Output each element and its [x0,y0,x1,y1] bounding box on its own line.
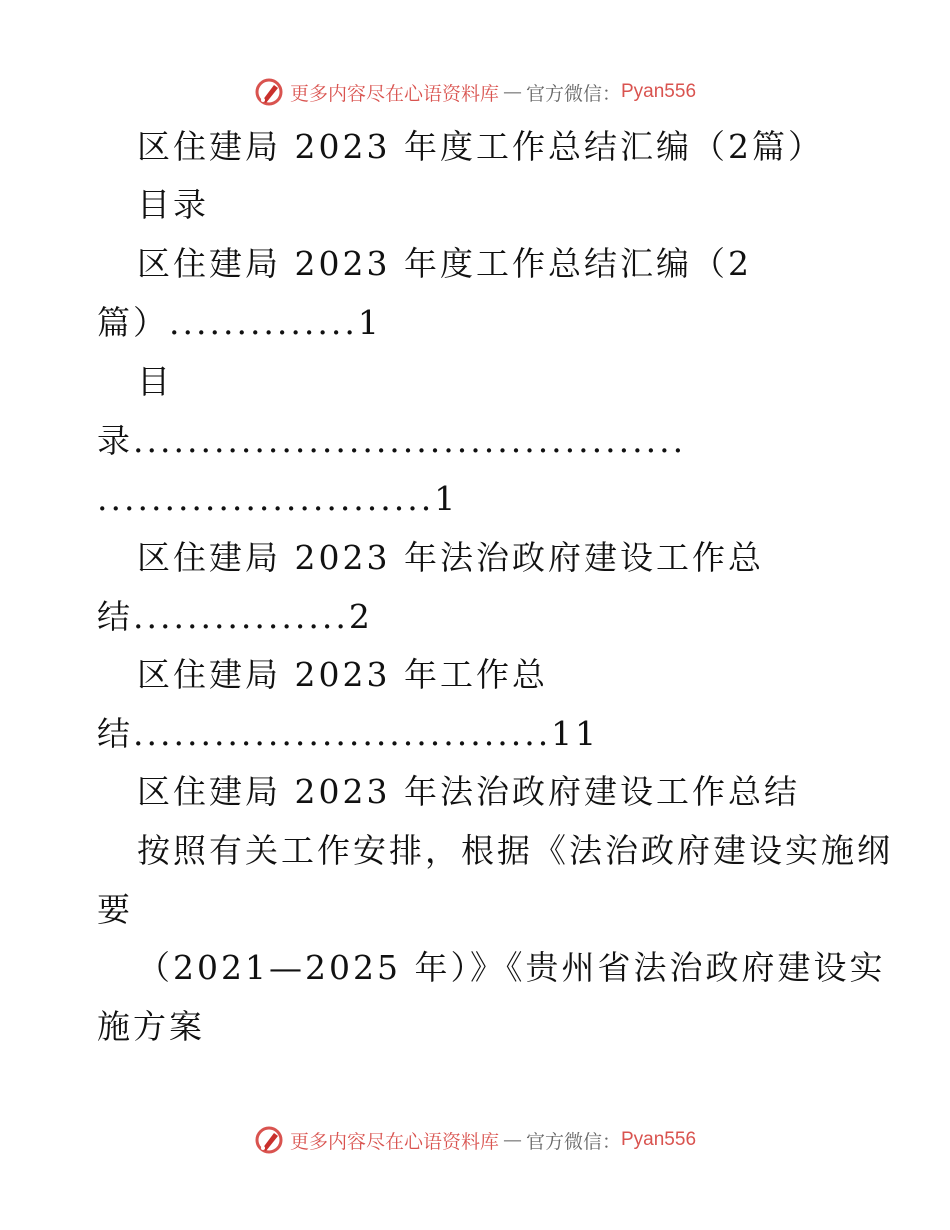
toc-entry-line: 区住建局 2023 年法治政府建设工作总 [137,538,764,577]
toc-entry-line: 录......................................... [97,421,687,460]
banner-separator: — [502,1129,522,1151]
toc-heading: 目录 [137,185,209,224]
body-paragraph-line: 施方案 [97,1007,205,1046]
banner-separator: — [502,81,522,103]
toc-entry-line: 结...............................11 [97,714,600,753]
toc-entry-line: 结................2 [97,597,373,636]
toc-entry-line: .........................1 [97,479,459,518]
pen-logo-icon [254,77,284,107]
toc-entry-line: 区住建局 2023 年工作总 [137,655,548,694]
body-paragraph-line: 按照有关工作安排，根据《法治政府建设实施纲 [137,831,893,870]
section-heading: 区住建局 2023 年法治政府建设工作总结 [137,772,800,811]
banner-wechat-id: Pyan556 [621,81,697,102]
body-paragraph-line: 要 [97,890,133,929]
header-banner [0,72,950,112]
footer-banner [0,1120,950,1160]
banner-text: 更多内容尽在心语资料库 [289,1130,499,1153]
toc-entry-line: 区住建局 2023 年度工作总结汇编（2 [137,244,752,283]
banner-text: 更多内容尽在心语资料库 [289,82,499,105]
banner-wechat-label: 官方微信： [525,82,621,105]
toc-entry-line: 目 [137,362,173,401]
doc-title: 区住建局 2023 年度工作总结汇编（2篇） [137,127,824,166]
toc-entry-line: 篇）..............1 [97,303,382,342]
body-paragraph-line: （2021—2025 年）》《贵州省法治政府建设实 [137,948,886,987]
pen-logo-icon [254,1125,284,1155]
banner-wechat-label: 官方微信： [525,1130,621,1153]
banner-wechat-id: Pyan556 [621,1129,697,1150]
